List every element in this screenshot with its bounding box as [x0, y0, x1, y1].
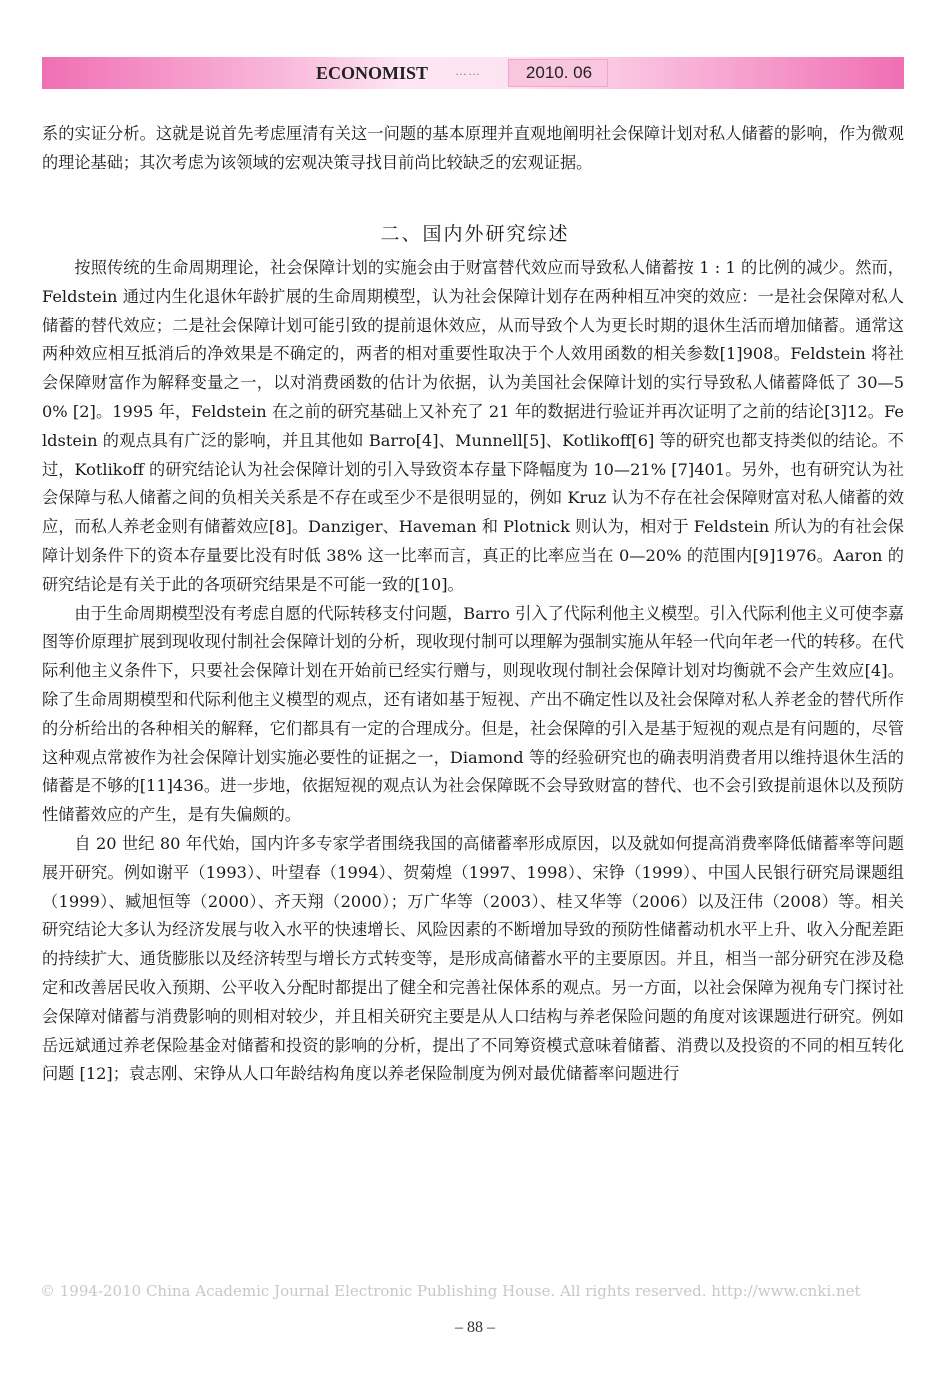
journal-name: ECONOMIST — [316, 63, 429, 83]
paragraph-lifecycle: 按照传统的生命周期理论，社会保障计划的实施会由于财富替代效应而导致私人储蓄按 1 : 1 的比例的减少。然而，Feldstein 通过内生化退休年龄扩展的生命周期模型，认为社会保障计划存在两种相互冲突的效应：一是社会保障对私人储蓄的替代效应；二是社会保障计划可能引致的提前退休效应，从而导致个人为更长时期的退休生活而增加储蓄。通常这两种效应相互抵消后的净效果是不确定的，两者的相对重要性取决于个人效用函数的相关参数[1]908。Feldstein 将社会保障财富作为解释变量之一，以对消费函数的估计为依据，认为美国社会保障计划的实行导致私人储蓄降低了 30—50% [2]。1995 年，Feldstein 在之前的研究基础上又补充了 21 年的数据进行验证并再次证明了之前的结论[3]12。Feldstein 的观点具有广泛的影响，并且其他如 Barro[4]、Munnell[5]、Kotlikoff[6] 等的研究也都支持类似的结论。不过，Kotlikoff 的研究结论认为社会保障计划的引入导致资本存量下降幅度为 10—21% [7]401。另外，也有研究认为社会保障与私人储蓄之间的负相关关系是不存在或至少不是很明显的，例如 Kruz 认为不存在社会保障财富对私人储蓄的效应，而私人养老金则有储蓄效应[8]。Danziger、Haveman 和 Plotnick 则认为，相对于 Feldstein 所认为的有社会保障计划条件下的资本存量要比没有时低 38% 这一比率而言，真正的比率应当在 0—20% 的范围内[9]1976。Aaron 的研究结论是有关于此的各项研究结果是不可能一致的[10]。 — [42, 258, 904, 594]
paragraph-domestic-research: 自 20 世纪 80 年代始，国内许多专家学者围绕我国的高储蓄率形成原因，以及就如何提高消费率降低储蓄率等问题展开研究。例如谢平（1993）、叶望春（1994）、贺菊煌（1997、1998）、宋铮（1999）、中国人民银行研究局课题组（1999）、臧旭恒等（2000）、齐天翔（2000）；万广华等（2003）、桂又华等（2006）以及汪伟（2008）等。相关研究结论大多认为经济发展与收入水平的快速增长、风险因素的不断增加导致的预防性储蓄动机水平上升、收入分配差距的持续扩大、通货膨胀以及经济转型与增长方式转变等，是形成高储蓄水平的主要原因。并且，相当一部分研究在涉及稳定和改善居民收入预期、公平收入分配时都提出了健全和完善社保体系的观点。另一方面，以社会保障为视角专门探讨社会保障对储蓄与消费影响的则相对较少，并且相关研究主要是从人口结构与养老保险问题的角度对该课题进行研究。例如岳远斌通过养老保险基金对储蓄和投资的影响的分析，提出了不同筹资模式意味着储蓄、消费以及投资的不同的相互转化问题 [12]；袁志刚、宋铮从人口年龄结构角度以养老保险制度为例对最优储蓄率问题进行 — [42, 833, 904, 1084]
header-dots: …… — [455, 64, 481, 78]
copyright-watermark: © 1994-2010 China Academic Journal Electronic Publishing House. All rights reserved. http://www.cnki.net — [40, 1282, 861, 1300]
issue-date: 2010. 06 — [525, 63, 593, 82]
section-body — [42, 254, 904, 1089]
section-heading: 二、国内外研究综述 — [380, 223, 570, 245]
paragraph-text: 系的实证分析。这就是说首先考虑厘清有关这一问题的基本原理并直观地阐明社会保障计划对私人储蓄的影响，作为微观的理论基础；其次考虑为该领域的宏观决策寻找目前尚比较缺乏的宏观证据。 — [42, 124, 904, 172]
page-number: – 88 – — [455, 1319, 495, 1336]
paragraph-intro-continuation — [42, 120, 904, 178]
paragraph-altruism: 由于生命周期模型没有考虑自愿的代际转移支付问题，Barro 引入了代际利他主义模型。引入代际利他主义可使李嘉图等价原理扩展到现收现付制社会保障计划的分析，现收现付制可以理解为强制实施从年轻一代向年老一代的转移。在代际利他主义条件下，只要社会保障计划在开始前已经实行赠与，则现收现付制社会保障计划对均衡就不会产生效应[4]。除了生命周期模型和代际利他主义模型的观点，还有诸如基于短视、产出不确定性以及社会保障对私人养老金的替代所作的分析给出的各种相关的解释，它们都具有一定的合理成分。但是，社会保障的引入是基于短视的观点是有问题的，尽管这种观点常被作为社会保障计划实施必要性的证据之一，Diamond 等的经验研究也的确表明消费者用以维持退休生活的储蓄是不够的[11]436。进一步地，依据短视的观点认为社会保障既不会导致财富的替代、也不会引致提前退休以及预防性储蓄效应的产生，是有失偏颇的。 — [42, 603, 904, 825]
